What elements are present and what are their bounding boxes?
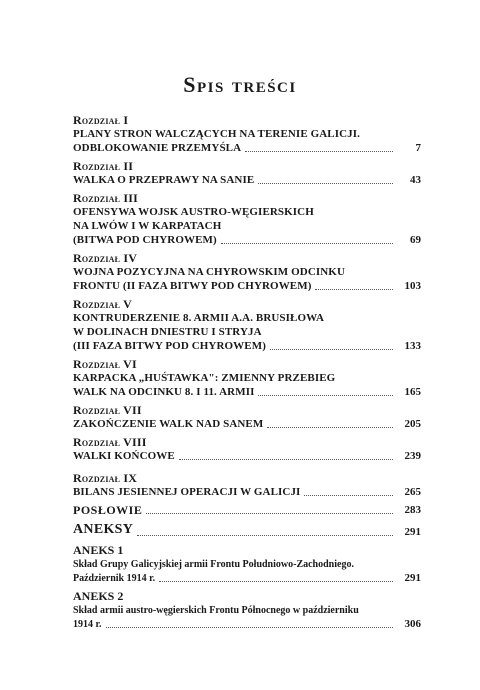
chapter-title-line: BILANS JESIENNEJ OPERACJI W GALICJI — [73, 486, 301, 498]
page-number: 205 — [404, 418, 421, 430]
dot-leader — [106, 626, 393, 628]
page-number: 306 — [404, 618, 421, 630]
dot-leader — [267, 426, 393, 428]
toc-entry-poslowie[interactable] — [73, 503, 421, 517]
chapter-title-line: ZAKOŃCZENIE WALK NAD SANEM — [73, 418, 264, 430]
chapter-title-line: (III FAZA BITWY POD CHYROWEM) — [73, 340, 266, 352]
dot-leader — [315, 288, 393, 290]
chapter-title-line: WALKI KOŃCOWE — [73, 450, 175, 462]
dot-leader — [137, 534, 393, 536]
dot-leader — [146, 512, 393, 514]
chapter-label: Rozdział I — [73, 113, 129, 127]
chapter-title-line: WALKA O PRZEPRAWY NA SANIE — [73, 174, 255, 186]
page-number: 69 — [410, 234, 421, 246]
toc-entry-chapter-6[interactable] — [73, 357, 421, 399]
dot-leader — [179, 458, 393, 460]
toc-entry-chapter-4[interactable] — [73, 251, 421, 293]
annex-title-line: 1914 r. — [73, 619, 102, 630]
toc-entry-chapter-1[interactable] — [73, 113, 421, 155]
toc-entry-chapter-5[interactable] — [73, 297, 421, 353]
section-title: POSŁOWIE — [73, 503, 143, 517]
page-number: 283 — [404, 504, 421, 516]
chapter-title-line: WALK NA ODCINKU 8. I 11. ARMII — [73, 386, 255, 398]
page-number: 133 — [404, 340, 421, 352]
toc-entry-chapter-9[interactable] — [73, 471, 421, 499]
page-number: 43 — [410, 174, 421, 186]
toc-entry-aneksy[interactable] — [73, 521, 421, 539]
section-title: ANEKSY — [73, 522, 134, 537]
table-of-contents — [73, 113, 421, 631]
toc-entry-aneks-2[interactable] — [73, 589, 421, 631]
chapter-title-line: PLANY STRON WALCZĄCYCH NA TERENIE GALICJI. — [73, 128, 360, 140]
annex-title-line: Skład Grupy Galicyjskiej armii Frontu Południowo-Zachodniego. — [73, 559, 354, 570]
chapter-title-line: WOJNA POZYCYJNA NA CHYROWSKIM ODCINKU — [73, 266, 345, 278]
chapter-title-line: NA LWÓW I W KARPATACH — [73, 220, 222, 232]
annex-title-line: Październik 1914 r. — [73, 573, 156, 584]
dot-leader — [258, 182, 393, 184]
page-number: 103 — [404, 280, 421, 292]
page-number: 165 — [404, 386, 421, 398]
dot-leader — [221, 242, 393, 244]
toc-entry-chapter-2[interactable] — [73, 159, 421, 187]
chapter-label: Rozdział III — [73, 191, 138, 205]
page-title: Spis treści — [183, 72, 297, 97]
chapter-title-line: FRONTU (II FAZA BITWY POD CHYROWEM) — [73, 280, 312, 292]
chapter-title-line: KARPACKA „HUŚTAWKA": ZMIENNY PRZEBIEG — [73, 372, 336, 384]
chapter-title-line: OFENSYWA WOJSK AUSTRO-WĘGIERSKICH — [73, 206, 314, 218]
chapter-label: Rozdział V — [73, 297, 133, 311]
toc-entry-chapter-8[interactable] — [73, 435, 421, 463]
dot-leader — [304, 494, 393, 496]
toc-entry-aneks-1[interactable] — [73, 543, 421, 585]
toc-entry-chapter-3[interactable] — [73, 191, 421, 247]
chapter-label: Rozdział VIII — [73, 435, 147, 449]
page-number: 239 — [404, 450, 421, 462]
dot-leader — [159, 580, 393, 582]
chapter-title-line: W DOLINACH DNIESTRU I STRYJA — [73, 326, 262, 338]
dot-leader — [270, 348, 393, 350]
chapter-label: Rozdział II — [73, 159, 134, 173]
annex-label: ANEKS 2 — [73, 589, 124, 603]
toc-entry-chapter-7[interactable] — [73, 403, 421, 431]
dot-leader — [258, 394, 393, 396]
page-number: 291 — [404, 526, 421, 538]
page-number: 291 — [404, 572, 421, 584]
annex-title-line: Skład armii austro-węgierskich Frontu Północnego w październiku — [73, 605, 359, 616]
chapter-title-line: (BITWA POD CHYROWEM) — [73, 234, 217, 246]
page-number: 7 — [415, 142, 421, 154]
chapter-label: Rozdział IX — [73, 471, 138, 485]
page-number: 265 — [404, 486, 421, 498]
dot-leader — [245, 150, 393, 152]
chapter-label: Rozdział VII — [73, 403, 142, 417]
chapter-title-line: KONTRUDERZENIE 8. ARMII A.A. BRUSIŁOWA — [73, 312, 325, 324]
annex-label: ANEKS 1 — [73, 543, 124, 557]
chapter-title-line: ODBLOKOWANIE PRZEMYŚLA — [73, 142, 242, 154]
chapter-label: Rozdział IV — [73, 251, 138, 265]
chapter-label: Rozdział VI — [73, 357, 137, 371]
